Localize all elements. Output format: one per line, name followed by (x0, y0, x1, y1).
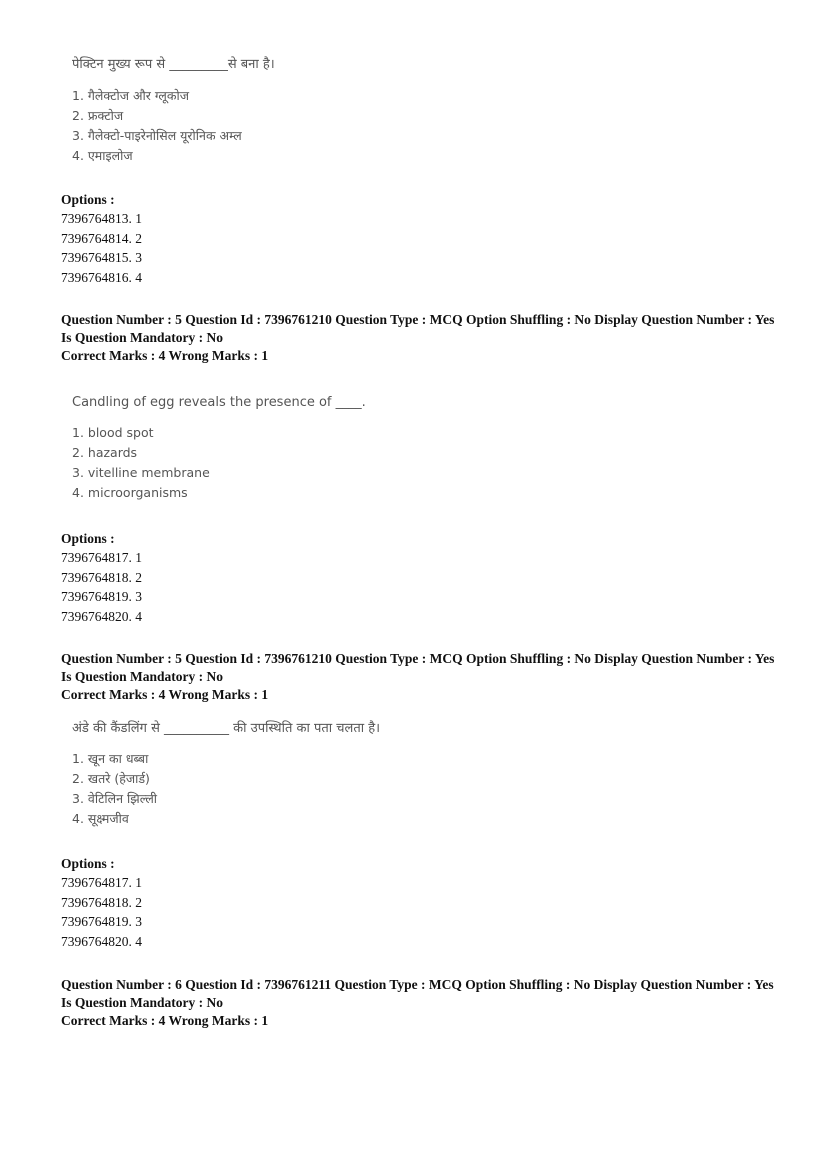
options-label: Options : (61, 531, 115, 546)
question-marks-line: Correct Marks : 4 Wrong Marks : 1 (61, 1013, 269, 1028)
option-row: 7396764813. 1 (61, 211, 142, 226)
question-mandatory-line: Is Question Mandatory : No (61, 995, 224, 1010)
options-block (61, 854, 142, 951)
choice-item: 4. सूक्ष्मजीव (72, 811, 129, 826)
question-image-pectin (72, 54, 275, 166)
question-image-candling-hi (72, 718, 380, 829)
option-row: 7396764818. 2 (61, 894, 142, 910)
question-meta-line: Question Number : 5 Question Id : 7396761210 Question Type : MCQ Option Shuffling : No Display Question Number : Yes (61, 312, 775, 327)
question-stem: पेक्टिन मुख्य रूप से _________से बना है। (72, 57, 275, 72)
choice-item: 3. गैलेक्टो-पाइरेनोसिल यूरोनिक अम्ल (72, 128, 242, 143)
choice-item: 4. एमाइलोज (72, 148, 133, 163)
choice-list (72, 86, 275, 166)
options-block (61, 190, 142, 287)
options-label: Options : (61, 856, 115, 871)
question-meta-line: Question Number : 5 Question Id : 7396761210 Question Type : MCQ Option Shuffling : No Display Question Number : Yes (61, 651, 775, 666)
choice-item: 1. खून का धब्बा (72, 751, 149, 766)
question-image-candling-en (72, 395, 366, 503)
option-row: 7396764817. 1 (61, 875, 142, 890)
choice-item: 2. फ्रक्टोज (72, 108, 124, 123)
choice-item: 1. blood spot (72, 425, 154, 440)
option-row: 7396764814. 2 (61, 230, 142, 246)
choice-item: 3. वेटिलिन झिल्ली (72, 791, 158, 806)
question-marks-line: Correct Marks : 4 Wrong Marks : 1 (61, 687, 269, 702)
choice-item: 4. microorganisms (72, 485, 188, 500)
option-row: 7396764817. 1 (61, 550, 142, 565)
option-row: 7396764820. 4 (61, 933, 142, 949)
choice-item: 2. खतरे (हेजार्ड) (72, 771, 150, 786)
question-marks-line: Correct Marks : 4 Wrong Marks : 1 (61, 348, 269, 363)
choice-list (72, 749, 380, 829)
question-meta (61, 650, 774, 704)
options-label: Options : (61, 192, 115, 207)
choice-item: 3. vitelline membrane (72, 465, 210, 480)
question-stem: अंडे की कैंडलिंग से __________ की उपस्थिति का पता चलता है। (72, 721, 381, 736)
question-meta (61, 976, 774, 1030)
options-block (61, 529, 142, 626)
option-row: 7396764815. 3 (61, 250, 142, 266)
question-meta-line: Question Number : 6 Question Id : 7396761211 Question Type : MCQ Option Shuffling : No Display Question Number : Yes (61, 977, 774, 992)
question-meta (61, 311, 774, 365)
option-row: 7396764819. 3 (61, 589, 142, 605)
question-stem: Candling of egg reveals the presence of ____. (72, 395, 366, 410)
choice-list (72, 423, 366, 503)
option-row: 7396764816. 4 (61, 269, 142, 285)
question-mandatory-line: Is Question Mandatory : No (61, 669, 224, 684)
question-mandatory-line: Is Question Mandatory : No (61, 330, 224, 345)
option-row: 7396764818. 2 (61, 569, 142, 585)
option-row: 7396764819. 3 (61, 914, 142, 930)
option-row: 7396764820. 4 (61, 608, 142, 624)
choice-item: 2. hazards (72, 445, 138, 460)
choice-item: 1. गैलेक्टोज और ग्लूकोज (72, 88, 189, 103)
